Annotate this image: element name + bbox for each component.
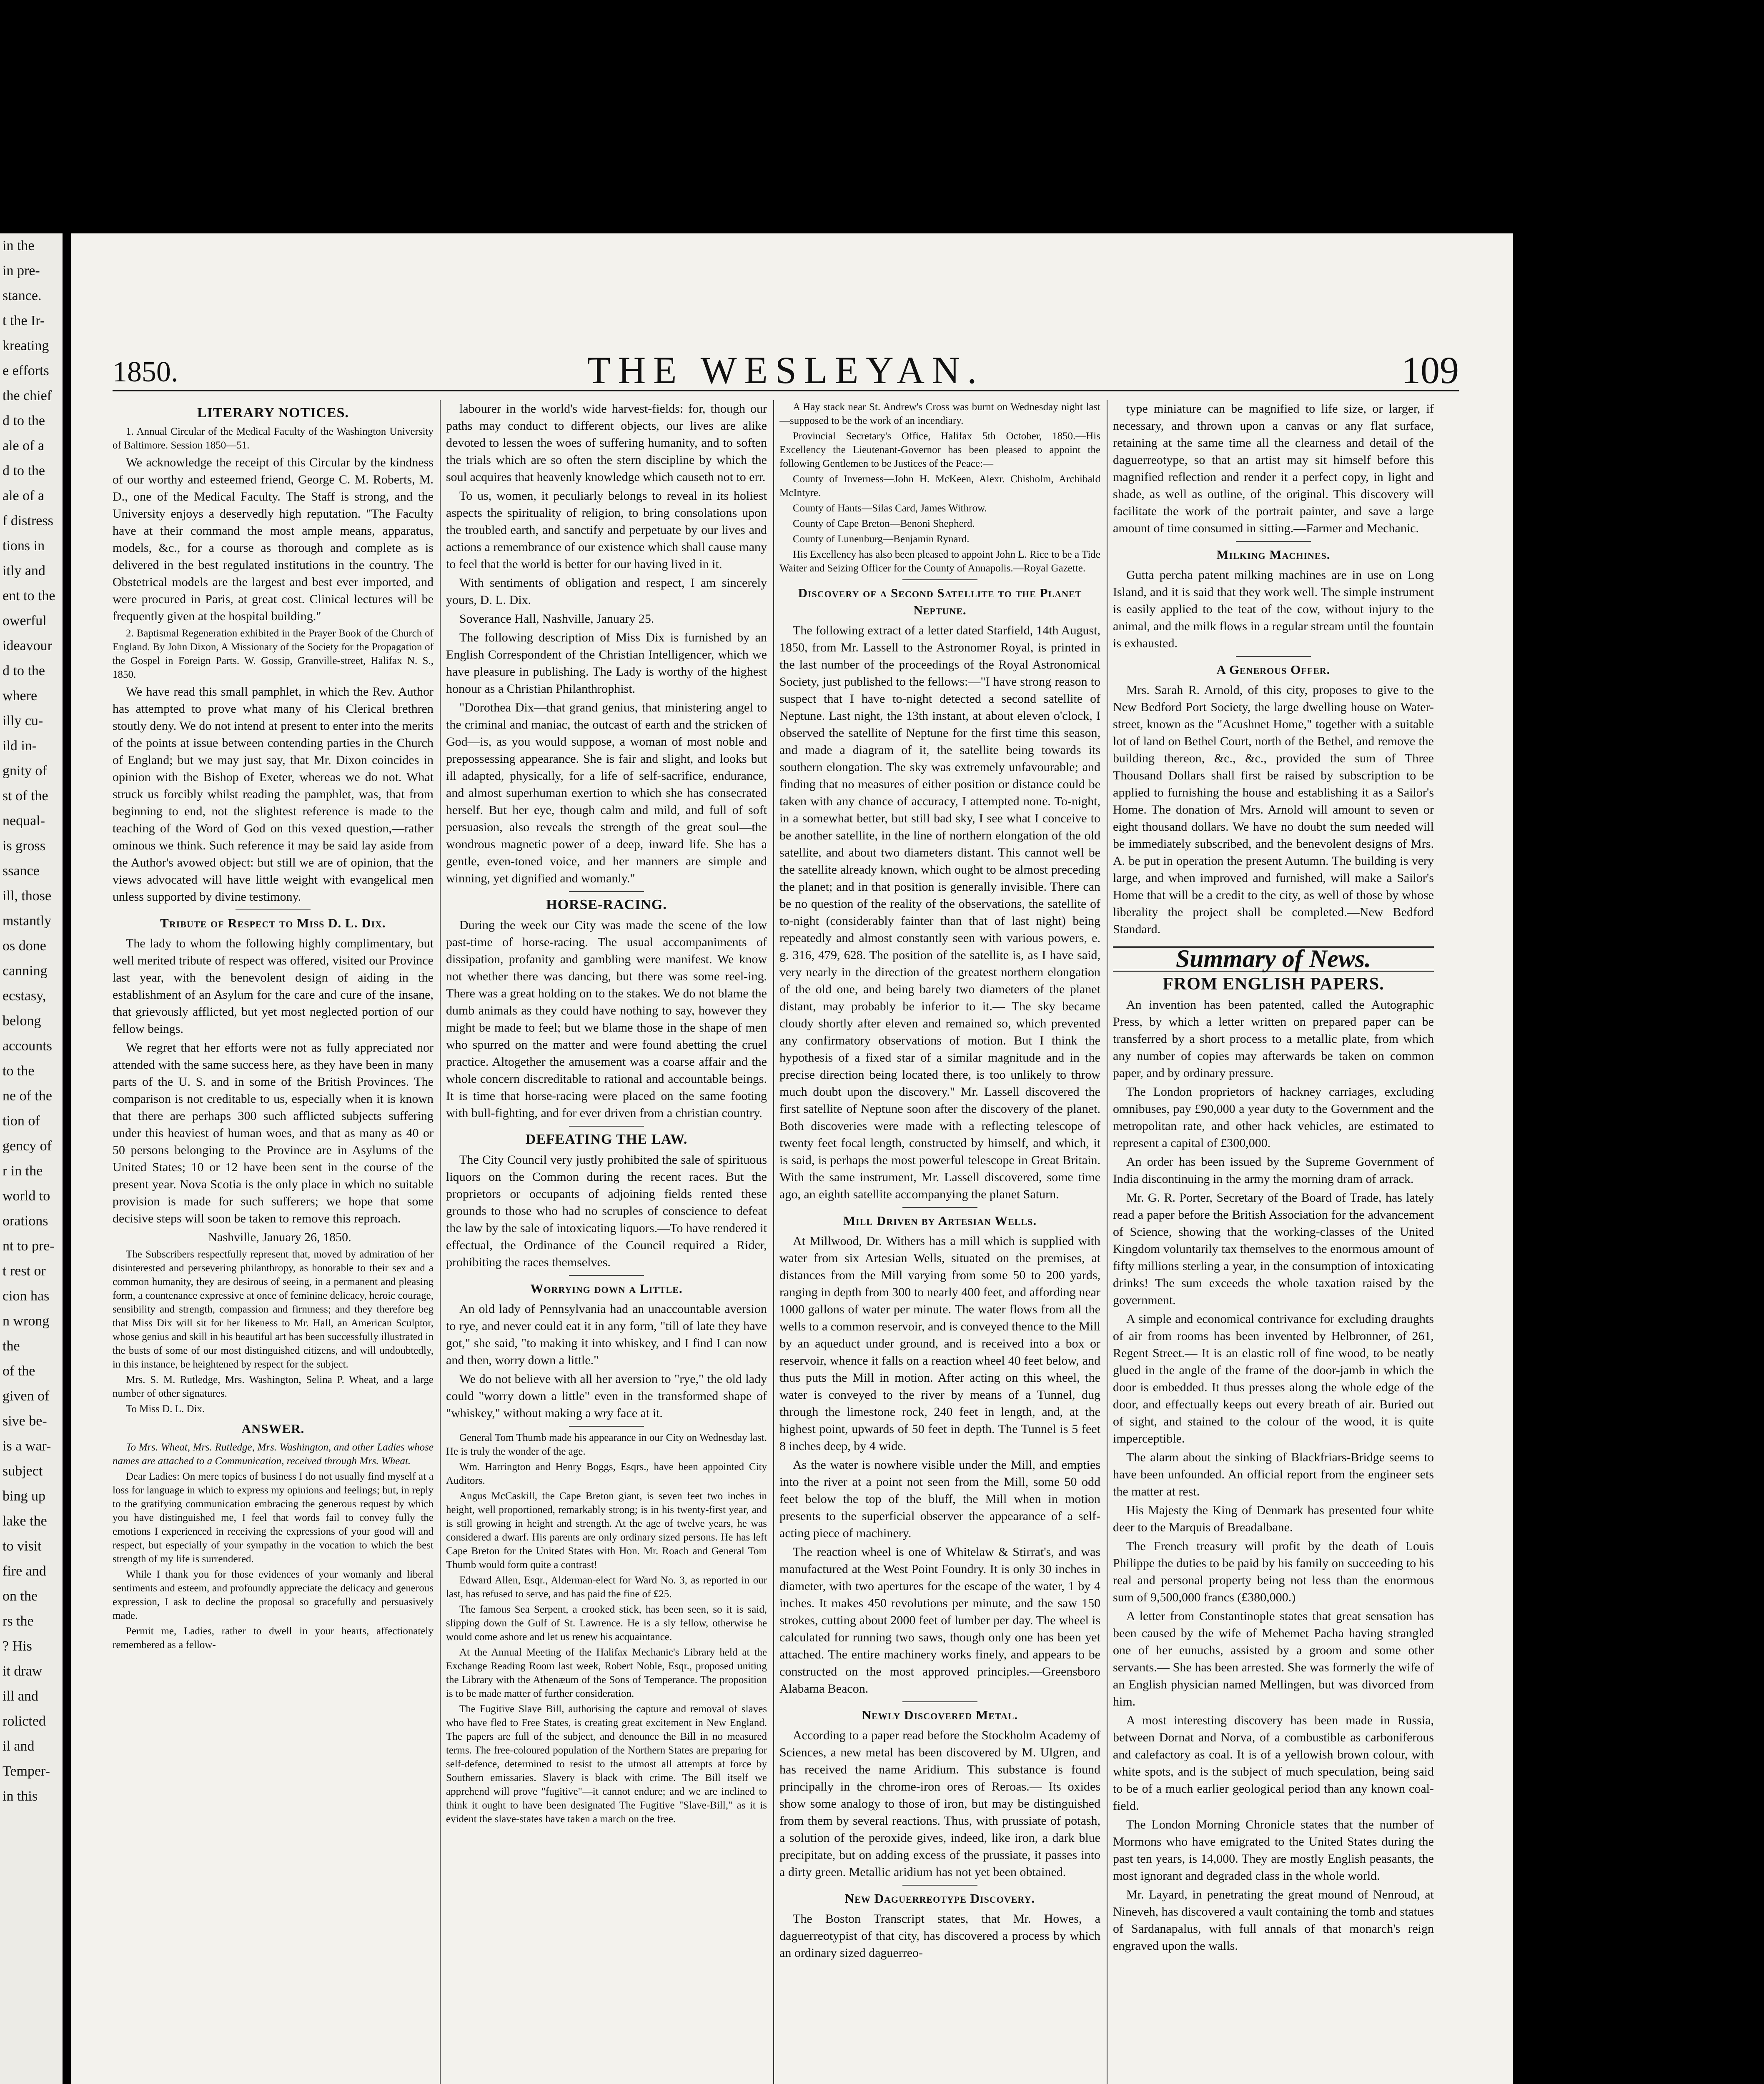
article-paragraph: The reaction wheel is one of Whitelaw & Stirrat's, and was manufactured at the West Point Foundry. It is only 30 inches in diameter, with two apertures for the escape of the water, 1 by 4 inches. It makes 450 revolutions per minute, and the saw 150 strokes, cutting about 2000 feet of lumber per day. The wheel is calculated for running two saws, though only one has been yet attached. The entire machinery works finely, and appears to be constructed on the most approved principles.—Greensboro Alabama Beacon.: [779, 1545, 1100, 1696]
news-item: County of Cape Breton—Benoni Shepherd.: [793, 518, 975, 529]
news-item: County of Hants—Silas Card, James Withrow.: [793, 503, 987, 514]
edge-text-fragment: t rest or: [3, 1263, 46, 1279]
news-item: The London Morning Chronicle states that the number of Mormons who have emigrated to the United States during the past ten years, is 14,000. They are mostly English peasants, the most ignorant and degraded class in the whole world.: [1113, 1818, 1434, 1883]
edge-text-fragment: sive be-: [3, 1413, 47, 1429]
edge-text-fragment: ideavour: [3, 638, 52, 654]
edge-text-fragment: bing up: [3, 1488, 45, 1504]
article-paragraph: Permit me, Ladies, rather to dwell in your hearts, affectionately remembered as a fellow-: [113, 1626, 433, 1651]
edge-text-fragment: ent to the: [3, 588, 55, 604]
article-paragraph: During the week our City was made the scene of the low past-time of horse-racing. The usual accompaniments of dissipation, profanity and gambling were manifest. We know not whether there was dancing, but there was some reel-ing. There was a great holding on to the stakes. We do not blame the dumb animals as they could have nothing to say, however they might be made to feel; but we blame those in the shape of men who spurred on the matter and were found abetting the cruel practice. Altogether the amusement was a coarse affair and the whole concern discreditable to rational and accountable beings. It is time that horse-racing were placed on the same footing with bull-fighting, and for ever driven from a christian country.: [446, 918, 767, 1120]
divider: [902, 1207, 977, 1208]
edge-text-fragment: belong: [3, 1013, 41, 1029]
article-paragraph: 2. Baptismal Regeneration exhibited in the Prayer Book of the Church of England. By John Dixon, A Missionary of the Society for the Propagation of the Gospel in Foreign Parts. W. Gossip, Granville-street, Halifax N. S., 1850.: [113, 628, 433, 680]
edge-text-fragment: kreating: [3, 338, 49, 353]
issue-year: 1850.: [113, 356, 178, 388]
section-heading: DEFEATING THE LAW.: [525, 1132, 688, 1147]
edge-text-fragment: ale of a: [3, 438, 45, 453]
section-heading: Mill Driven by Artesian Wells.: [843, 1213, 1037, 1228]
edge-text-fragment: t the Ir-: [3, 313, 45, 328]
edge-text-fragment: in this: [3, 1788, 38, 1804]
news-item: The London proprietors of hackney carriages, excluding omnibuses, pay £90,000 a year duty to the Government and the metropolitan rate, and other hack vehicles, are estimated to represent a capital of £300,000.: [1113, 1085, 1434, 1150]
news-item: County of Inverness—John H. McKeen, Alexr. Chisholm, Archibald McIntyre.: [779, 473, 1100, 498]
edge-text-fragment: ne of the: [3, 1088, 52, 1104]
column-rule: [773, 400, 774, 2084]
news-item: Wm. Harrington and Henry Boggs, Esqrs., have been appointed City Auditors.: [446, 1461, 767, 1486]
news-item: The alarm about the sinking of Blackfriars-Bridge seems to have been unfounded. An official report from the engineer sets the matter at rest.: [1113, 1450, 1434, 1498]
edge-text-fragment: orations: [3, 1213, 48, 1229]
column-rule: [440, 400, 441, 2084]
edge-text-fragment: tion of: [3, 1113, 40, 1129]
edge-text-fragment: it draw: [3, 1663, 43, 1679]
news-item: His Majesty the King of Denmark has presented four white deer to the Marquis of Breadalbane.: [1113, 1503, 1434, 1534]
article-paragraph: type miniature can be magnified to life size, or larger, if necessary, and thrown upon a canvas or any flat surface, retaining at the same time all the clearness and detail of the daguerreotype, so that an artist may sit himself before this magnified reflection and render it a perfect copy, in light and shade, as well as outline, of the original. This discovery will facilitate the work of the portrait painter, and save a large amount of time consumed in sitting.—Farmer and Mechanic.: [1113, 402, 1434, 535]
news-item: General Tom Thumb made his appearance in our City on Wednesday last. He is truly the wonder of the age.: [446, 1432, 767, 1457]
edge-text-fragment: ale of a: [3, 488, 45, 503]
edge-text-fragment: is a war-: [3, 1438, 51, 1454]
edge-text-fragment: in the: [3, 238, 35, 253]
edge-text-fragment: d to the: [3, 663, 45, 679]
article-paragraph: With sentiments of obligation and respect, I am sincerely yours, D. L. Dix.: [446, 576, 767, 607]
divider: [569, 1426, 644, 1427]
article-paragraph: The City Council very justly prohibited the sale of spirituous liquors on the Common during the recent races. But the proprietors or occupants of adjoining fields rented these grounds to those who had no scruples of conscience to defeat the law by the sale of intoxicating liquors.—To have rendered it effectual, the Ordinance of the Council required a Rider, prohibiting the races themselves.: [446, 1153, 767, 1269]
edge-text-fragment: d to the: [3, 463, 45, 478]
article-paragraph: "Dorothea Dix—that grand genius, that ministering angel to the criminal and maniac, the outcast of earth and the stricken of God—is, as you would suppose, a woman of most noble and prepossessing appearance. She is fair and slight, and looks but ill adapted, physically, for a life of self-sacrifice, endurance, and almost superhuman exertion to which she has consecrated herself. But her eye, though calm and mild, and full of soft persuasion, also reveals the strength of the great soul—the wondrous magnetic power of a deep, inward life. She has a gentle, even-toned voice, and her manners are simple and winning, yet dignified and womanly.": [446, 701, 767, 885]
column-2: [446, 400, 767, 2084]
article-paragraph: Dear Ladies: On mere topics of business I do not usually find myself at a loss for language in which to express my opinions and feelings; but, in reply to the gratifying communication embracing the generous request by which you have distinguished me, I feel that words fail to convey fully the emotions I experienced in receiving the expressions of your good will and respect, but especially of your sympathy in the vocation to which the best strength of my life is surrendered.: [113, 1471, 433, 1565]
divider: [1236, 656, 1311, 657]
edge-text-fragment: il and: [3, 1738, 35, 1754]
edge-text-fragment: ill and: [3, 1688, 38, 1704]
newspaper-page: [71, 233, 1513, 2084]
edge-text-fragment: r in the: [3, 1163, 43, 1179]
news-item: A simple and economical contrivance for excluding draughts of air from rooms has been invented by Helbronner, of 261, Regent Street.— It is an elastic roll of fine wood, to be neatly glued in the angle of the frame of the door-jamb in which the door is embedded. It thus presses along the whole edge of the door, and effectually keeps out every breath of air. Buried out of sight, and stained to the colour of the wood, it is quite imperceptible.: [1113, 1312, 1434, 1445]
article-paragraph: The following extract of a letter dated Starfield, 14th August, 1850, from Mr. Lassell to the Astronomer Royal, is printed in the last number of the proceedings of the Royal Astronomical Society, just published to the fellows:—"I have strong reason to suspect that I have to-night detected a second satellite of Neptune. Last night, the 13th instant, at about eleven o'clock, I observed the satellite of Neptune for the first time this season, and made a diagram of it, the satellite being towards its southern elongation. The sky was extremely unfavourable; and finding that no measures of either position or distance could be taken with any chance of accuracy, I attempted none. To-night, in a somewhat better, but still bad sky, I see what I conceive to be another satellite, in the line of northern elongation of the old satellite, and about two diameters distant. This cannot well be the satellite already known, which ought to be almost preceding the planet; and in that position is generally invisible. There can be no question of the reality of the observations, the satellite of to-night (considerably fainter than that of last night) being repeatedly and almost constantly seen with various powers, e. g. 316, 479, 628. The position of the satellite is, as I have said, very nearly in the direction of the greatest northern elongation of the old one, and being barely two diameters of the planet distant, may probably be inferior to it.— The sky became cloudy shortly after eleven and remained so, which prevented any confirmatory observations of motion. But I think the hypothesis of a fixed star of a similar magnitude and in the precise direction being located there, is too unlikely to throw much doubt upon the discovery." Mr. Lassell discovered the first satellite of Neptune soon after the discovery of the planet. Both discoveries were made with a reflecting telescope of twenty feet focal length, constructed by himself, and which, it is said, is perhaps the most powerful telescope in Great Britain. With the same instrument, Mr. Lassell discovered, some time ago, an eighth satellite accompanying the planet Saturn.: [779, 624, 1100, 1201]
page-number: 109: [1401, 349, 1459, 391]
news-item: Provincial Secretary's Office, Halifax 5th October, 1850.—His Excellency the Lieutenant-Governor has been pleased to appoint the following Gentlemen to be Justices of the Peace:—: [779, 431, 1100, 469]
edge-text-fragment: of the: [3, 1363, 35, 1379]
edge-text-fragment: ? His: [3, 1638, 32, 1654]
edge-text-fragment: owerful: [3, 613, 47, 629]
divider: [236, 909, 311, 910]
edge-text-fragment: canning: [3, 963, 48, 979]
section-heading: HORSE-RACING.: [546, 897, 667, 912]
edge-text-fragment: lake the: [3, 1513, 47, 1529]
edge-text-fragment: tions in: [3, 538, 45, 554]
section-heading: ANSWER.: [241, 1421, 305, 1436]
article-paragraph: 1. Annual Circular of the Medical Faculty of the Washington University of Baltimore. Session 1850—51.: [113, 426, 433, 451]
article-paragraph: We have read this small pamphlet, in which the Rev. Author has attempted to prove what many of his Clerical brethren stoutly deny. We do not intend at present to enter into the merits of the points at issue between contending parties in the Church of England; but we may just say, that Mr. Dixon coincides in opinion with the Bishop of Exeter, whereas we do not. What struck us forcibly whilst reading the pamphlet, was, that from beginning to end, not the slightest reference is made to the teaching of the Word of God on this vexed question,—rather ominous we think. Such reference it may be said lay aside from the Author's avowed object: but still we are of opinion, that the views advocated will have little weight with evangelical men unless supported by divine testimony.: [113, 685, 433, 904]
edge-text-fragment: ill, those: [3, 888, 52, 904]
article-paragraph: An old lady of Pennsylvania had an unaccountable aversion to rye, and never could eat it in any form, "till of late they have got," she said, "to making it into whiskey, and I find I can now and then, worry down a little.": [446, 1302, 767, 1367]
article-paragraph: We regret that her efforts were not as fully appreciated nor attended with the same success here, as they have been in many parts of the U. S. and in some of the British Provinces. The comparison is not creditable to us, especially when it is known that there are perhaps 300 such afflicted subjects suffering under this heaviest of human woes, and that as many as 40 or 50 persons belonging to the Province are in Asylums of the United States; 10 or 12 have been sent in the course of the present year. Nova Scotia is the only place in which no suitable provision is made for such sufferers; we hope that some decisive steps will soon be taken to remove this reproach.: [113, 1041, 433, 1225]
section-heading: Newly Discovered Metal.: [862, 1708, 1018, 1722]
column-1: [113, 400, 433, 2084]
article-paragraph: labourer in the world's wide harvest-fields: for, though our paths may conduct to different objects, our lives are alike devoted to lessen the woes of suffering humanity, and to soften the trials which are so often the stern discipline by which the soul acquires that heavenly knowledge which causeth not to err.: [446, 402, 767, 484]
news-item: Edward Allen, Esqr., Alderman-elect for Ward No. 3, as reported in our last, has refused to serve, and has paid the fine of £25.: [446, 1575, 767, 1600]
edge-text-fragment: itly and: [3, 563, 45, 579]
news-item: The French treasury will profit by the death of Louis Philippe the duties to be paid by his family on succeeding to his real and personal property being not less than the enormous sum of 9,500,000 francs (£380,000.): [1113, 1539, 1434, 1604]
adjacent-page-edge: [0, 233, 63, 2084]
section-heading: Milking Machines.: [1216, 547, 1331, 562]
edge-text-fragment: nt to pre-: [3, 1238, 55, 1254]
article-paragraph: According to a paper read before the Stockholm Academy of Sciences, a new metal has been discovered by M. Ulgren, and has received the name Aridium. This substance is found principally in the chrome-iron ores of Reroas.— Its oxides show some analogy to those of iron, but may be distinguished from them by several reactions. Thus, with prussiate of potash, a solution of the peroxide gives, indeed, like iron, a dark blue precipitate, but on adding excess of the prussiate, it passes into a dirty green. Metallic aridium has not yet been obtained.: [779, 1728, 1100, 1879]
article-paragraph: At Millwood, Dr. Withers has a mill which is supplied with water from six Artesian Wells, situated on the premises, at distances from the Mill varying from some 50 to 200 yards, ranging in depth from 300 to nearly 400 feet, and affording near 1000 gallons of water per minute. The water flows from all the wells to a common reservoir, and is conveyed thence to the Mill by an aqueduct under ground, and is received into a box or reservoir, whence it falls on a reaction wheel 40 feet below, and thus puts the Mill in motion. After acting on this wheel, the water is conveyed to the river by means of a Tunnel, dug through the limestone rock, 240 feet in length, and, at the highest point, upwards of 50 feet in depth. The Tunnel is 5 feet 8 inches deep, by 4 wide.: [779, 1234, 1100, 1453]
news-item: An order has been issued by the Supreme Government of India discontinuing in the army the morning dram of arrack.: [1113, 1155, 1434, 1186]
summary-heading: Summary of News.: [1113, 946, 1434, 972]
article-paragraph: The lady to whom the following highly complimentary, but well merited tribute of respect was offered, visited our Province last year, with the benevolent design of aiding in the establishment of an Asylum for the care and cure of the insane, that grievously afflicted, but yet most neglected portion of our fellow beings.: [113, 937, 433, 1036]
edge-text-fragment: rolicted: [3, 1713, 46, 1729]
news-item: Mr. Layard, in penetrating the great mound of Nenroud, at Nineveh, has discovered a vault containing the tomb and statues of Sardanapalus, with full annals of that monarch's reign engraved upon the walls.: [1113, 1888, 1434, 1953]
edge-text-fragment: the: [3, 1338, 20, 1354]
edge-text-fragment: cion has: [3, 1288, 50, 1304]
divider: [902, 1701, 977, 1702]
newspaper-title: THE WESLEYAN.: [587, 349, 985, 391]
section-heading: Worrying down a Little.: [530, 1281, 683, 1296]
news-item: A Hay stack near St. Andrew's Cross was burnt on Wednesday night last—supposed to be the work of an incendiary.: [779, 401, 1100, 426]
edge-text-fragment: illy cu-: [3, 713, 43, 729]
edge-text-fragment: n wrong: [3, 1313, 50, 1329]
edge-text-fragment: on the: [3, 1588, 38, 1604]
edge-text-fragment: st of the: [3, 788, 48, 804]
edge-text-fragment: fire and: [3, 1563, 46, 1579]
edge-text-fragment: f distress: [3, 513, 53, 529]
addressee: To Mrs. Wheat, Mrs. Rutledge, Mrs. Washington, and other Ladies whose names are attached to a Communication, received through Mrs. Wheat.: [113, 1442, 433, 1467]
column-4: [1113, 400, 1434, 2084]
divider: [902, 579, 977, 580]
edge-text-fragment: mstantly: [3, 913, 52, 929]
article-paragraph: We do not believe with all her aversion to "rye," the old lady could "worry down a little" even in the transformed shape of "whiskey," without making a wry face at it.: [446, 1372, 767, 1420]
masthead: [113, 348, 1459, 391]
section-heading: New Daguerreotype Discovery.: [844, 1891, 1035, 1906]
edge-text-fragment: subject: [3, 1463, 43, 1479]
news-item: The famous Sea Serpent, a crooked stick, has been seen, so it is said, slipping down the Gulf of St. Lawrence. He is a sly fellow, otherwise he would come ashore and let us renew his acquaintance.: [446, 1604, 767, 1643]
divider: [902, 1885, 977, 1886]
section-heading: FROM ENGLISH PAPERS.: [1163, 974, 1384, 994]
edge-text-fragment: Temper-: [3, 1763, 50, 1779]
news-item: His Excellency has also been pleased to appoint John L. Rice to be a Tide Waiter and Seizing Officer for the County of Annapolis.—Royal Gazette.: [779, 549, 1100, 574]
edge-text-fragment: d to the: [3, 413, 45, 428]
edge-text-fragment: nequal-: [3, 813, 45, 829]
addressee: To Miss D. L. Dix.: [126, 1403, 205, 1415]
edge-text-fragment: given of: [3, 1388, 50, 1404]
edge-text-fragment: rs the: [3, 1613, 34, 1629]
column-3: [779, 400, 1100, 2084]
article-paragraph: As the water is nowhere visible under the Mill, and empties into the river at a point not seen from the Mill, some 50 odd feet below the top of the bluff, the Mill when in motion presents to the superficial observer the appearance of a self-acting piece of machinery.: [779, 1458, 1100, 1540]
edge-text-fragment: where: [3, 688, 38, 704]
edge-text-fragment: in pre-: [3, 263, 40, 278]
section-heading: Tribute of Respect to Miss D. L. Dix.: [160, 916, 386, 930]
edge-text-fragment: to the: [3, 1063, 35, 1079]
article-paragraph: We acknowledge the receipt of this Circular by the kindness of our worthy and esteemed friend, George C. M. Roberts, M. D., one of the Medical Faculty. The Staff is strong, and the University enjoys a deservedly high reputation. "The Faculty have at their command the most ample means, apparatus, models, &c., for a course as thorough and complete as is delivered in the best regulated institutions in the country. The Obstetrical models are the largest and best ever imported, and were procured in Paris, at great cost. Clinical lectures will be frequently given at the hospital building.": [113, 456, 433, 623]
article-paragraph: While I thank you for those evidences of your womanly and liberal sentiments and esteem, and profoundly appreciate the delicacy and generous expression, I ask to decline the proposal so gracefully and persuasively made.: [113, 1569, 433, 1621]
edge-text-fragment: ild in-: [3, 738, 37, 754]
dateline: Nashville, January 26, 1850.: [208, 1230, 351, 1244]
divider: [569, 891, 644, 892]
divider: [1236, 541, 1311, 542]
news-item: An invention has been patented, called the Autographic Press, by which a letter written on prepared paper can be transferred by a short process to a metallic plate, from which any number of copies may afterwards be taken on common paper, and by ordinary pressure.: [1113, 998, 1434, 1080]
divider: [569, 1275, 644, 1276]
edge-text-fragment: world to: [3, 1188, 50, 1204]
article-paragraph: The Boston Transcript states, that Mr. Howes, a daguerreotypist of that city, has discovered a process by which an ordinary sized daguerreo-: [779, 1912, 1100, 1960]
article-paragraph: Gutta percha patent milking machines are in use on Long Island, and it is said that they work well. The simple instrument is easily applied to the teat of the cow, without injury to the animal, and the milk flows in a regular stream until the fountain is exhausted.: [1113, 568, 1434, 650]
news-item: The Fugitive Slave Bill, authorising the capture and removal of slaves who have fled to Free States, is creating great excitement in New England. The papers are full of the subject, and denounce the Bill in no measured terms. The free-coloured population of the Northern States are preparing for self-defence, determined to resist to the utmost all attempts at force by Southern emissaries. Slavery is black with crime. The Bill itself we apprehend will prove "fugitive"—it cannot endure; and we are inclined to think it ought to have been designated The Fugitive "Slave-Bill," as it is evident the slave-states have taken a march on the free.: [446, 1703, 767, 1825]
edge-text-fragment: is gross: [3, 838, 45, 854]
edge-text-fragment: os done: [3, 938, 46, 954]
news-item: At the Annual Meeting of the Halifax Mechanic's Library held at the Exchange Reading Room last week, Robert Noble, Esqr., proposed uniting the Library with the Athenæum of the Sons of Temperance. The proposition is to be made matter of further consideration.: [446, 1647, 767, 1699]
edge-text-fragment: e efforts: [3, 363, 49, 378]
column-rule: [1107, 400, 1108, 2084]
section-heading: A Generous Offer.: [1216, 662, 1331, 677]
article-paragraph: The Subscribers respectfully represent that, moved by admiration of her disinterested and persevering philanthropy, as honorable to their sex and a common humanity, they are desirous of seeing, in a permanent and pleasing form, a countenance expressive at once of feminine delicacy, heroic courage, sensibility and strength, compassion and firmness; and they therefore beg that Miss Dix will sit for her likeness to Mr. Hall, an American Sculptor, whose genius and skill in his beautiful art has been successfully illustrated in the busts of some of our most distinguished citizens, and will undoubtedly, in this instance, be heightened by respect for the subject.: [113, 1249, 433, 1370]
signatures: Mrs. S. M. Rutledge, Mrs. Washington, Selina P. Wheat, and a large number of other signatures.: [113, 1374, 433, 1399]
news-item: Angus McCaskill, the Cape Breton giant, is seven feet two inches in height, well proportioned, remarkably strong; is in his twenty-first year, and is still growing in height and strength. At the age of twelve years, he was considered a dwarf. His parents are only ordinary sized persons. He has left Cape Breton for the United States with Hon. Mr. Roach and General Tom Thumb would form quite a contrast!: [446, 1490, 767, 1571]
news-item: A most interesting discovery has been made in Russia, between Dornat and Norva, of a combustible as carboniferous and calefactory as coal. It is of a yellowish brown colour, with white spots, and is the subject of much speculation, being said to be of a much earlier geological period than any known coal-field.: [1113, 1713, 1434, 1813]
edge-text-fragment: gency of: [3, 1138, 52, 1154]
edge-text-fragment: the chief: [3, 388, 52, 403]
article-paragraph: The following description of Miss Dix is furnished by an English Correspondent of the Christian Intelligencer, which we have pleasure in publishing. The Lady is worthy of the highest honour as a Christian Philanthrophist.: [446, 631, 767, 696]
edge-text-fragment: gnity of: [3, 763, 47, 779]
edge-text-fragment: accounts: [3, 1038, 52, 1054]
edge-text-fragment: to visit: [3, 1538, 42, 1554]
edge-text-fragment: ecstasy,: [3, 988, 46, 1004]
article-paragraph: Mrs. Sarah R. Arnold, of this city, proposes to give to the New Bedford Port Society, the large dwelling house on Water-street, known as the "Acushnet Home," together with a suitable lot of land on Bethel Court, north of the Bethel, and remove the building thereon, &c., &c., provided the sum of Three Thousand Dollars shall first be raised by subscription to be applied to furnishing the house and establishing it as a Sailor's Home. The donation of Mrs. Arnold will amount to seven or eight thousand dollars. We have no doubt the sum needed will be immediately subscribed, and the benevolent designs of Mrs. A. be put in operation the present Autumn. The building is very large, and when improved and furnished, will make a Sailor's Home that will be a credit to the city, as well of those by whose liberality the project shall be completed.—New Bedford Standard.: [1113, 683, 1434, 936]
article-paragraph: Soverance Hall, Nashville, January 25.: [459, 612, 654, 626]
article-paragraph: To us, women, it peculiarly belongs to reveal in its holiest aspects the spirituality of religion, to bring consolations upon the troubled earth, and sanctify and perpetuate by our lives and actions a remembrance of our existence which shall cause many to feel that the world is better for our having lived in it.: [446, 489, 767, 571]
news-item: Mr. G. R. Porter, Secretary of the Board of Trade, has lately read a paper before the British Association for the advancement of Science, showing that the working-classes of the United Kingdom voluntarily tax themselves to the enormous amount of fifty millions sterling a year, in the consumption of intoxicating drinks! The sum exceeds the whole taxation raised by the government.: [1113, 1191, 1434, 1307]
section-heading: LITERARY NOTICES.: [197, 405, 349, 421]
edge-text-fragment: ssance: [3, 863, 40, 879]
divider: [569, 1126, 644, 1127]
edge-text-fragment: stance.: [3, 288, 42, 303]
news-item: A letter from Constantinople states that great sensation has been caused by the wife of Mehemet Pacha having strangled one of her eunuchs, assisted by a groom and some other servants.— She has been arrested. She was formerly the wife of an English physician named Mellingen, but was divorced from him.: [1113, 1609, 1434, 1708]
news-item: County of Lunenburg—Benjamin Rynard.: [793, 534, 970, 545]
section-heading: Discovery of a Second Satellite to the Planet Neptune.: [798, 586, 1082, 617]
